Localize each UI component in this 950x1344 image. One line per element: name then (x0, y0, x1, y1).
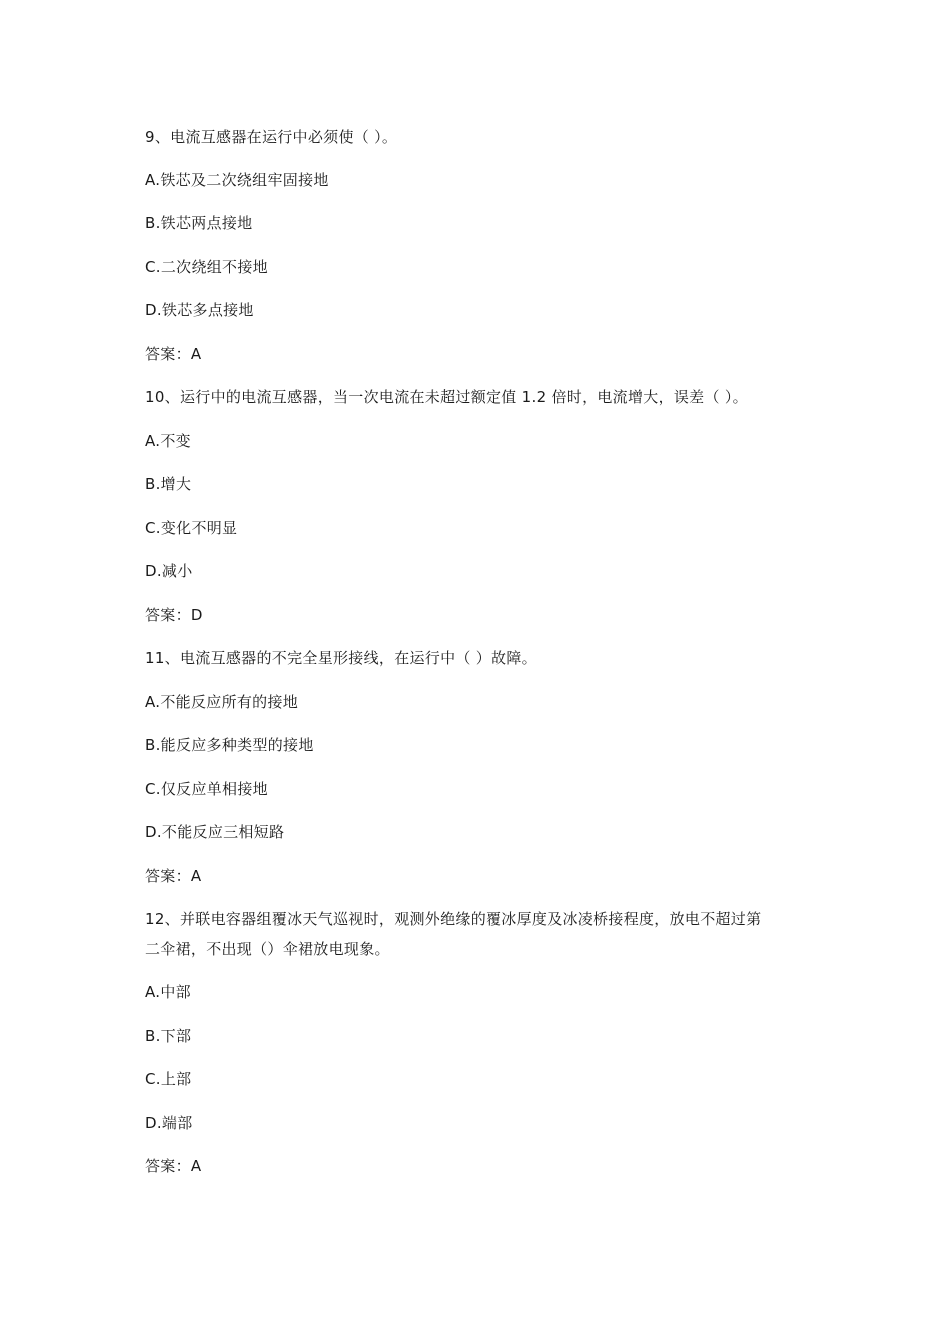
question-10-option-c: C.变化不明显 (145, 519, 238, 537)
question-10-option-d: D.减小 (145, 562, 193, 580)
question-9-answer: 答案：A (145, 345, 202, 363)
question-11-option-b: B.能反应多种类型的接地 (145, 736, 314, 754)
question-9-option-d: D.铁芯多点接地 (145, 301, 254, 319)
question-12-option-b: B.下部 (145, 1027, 192, 1045)
question-11-option-c: C.仅反应单相接地 (145, 780, 268, 798)
question-12-stem-line-2: 二伞裙，不出现（）伞裙放电现象。 (145, 940, 390, 958)
question-12-stem-line-1: 12、并联电容器组覆冰天气巡视时，观测外绝缘的覆冰厚度及冰凌桥接程度，放电不超过第 (145, 910, 762, 928)
question-9-option-a: A.铁芯及二次绕组牢固接地 (145, 171, 329, 189)
question-12-answer: 答案：A (145, 1157, 202, 1175)
question-11-option-a: A.不能反应所有的接地 (145, 693, 299, 711)
question-9-stem: 9、电流互感器在运行中必须使（ ）。 (145, 128, 398, 146)
question-11-answer: 答案：A (145, 867, 202, 885)
question-12-option-a: A.中部 (145, 983, 191, 1001)
question-11-option-d: D.不能反应三相短路 (145, 823, 285, 841)
question-10-stem: 10、运行中的电流互感器，当一次电流在未超过额定值 1.2 倍时，电流增大，误差（ ）。 (145, 388, 748, 406)
question-10-option-a: A.不变 (145, 432, 191, 450)
question-10-answer: 答案：D (145, 606, 203, 624)
question-9-option-b: B.铁芯两点接地 (145, 214, 253, 232)
question-9-option-c: C.二次绕组不接地 (145, 258, 268, 276)
question-12-option-d: D.端部 (145, 1114, 193, 1132)
question-11-stem: 11、电流互感器的不完全星形接线，在运行中（ ）故障。 (145, 649, 537, 667)
question-12-option-c: C.上部 (145, 1070, 192, 1088)
question-10-option-b: B.增大 (145, 475, 192, 493)
